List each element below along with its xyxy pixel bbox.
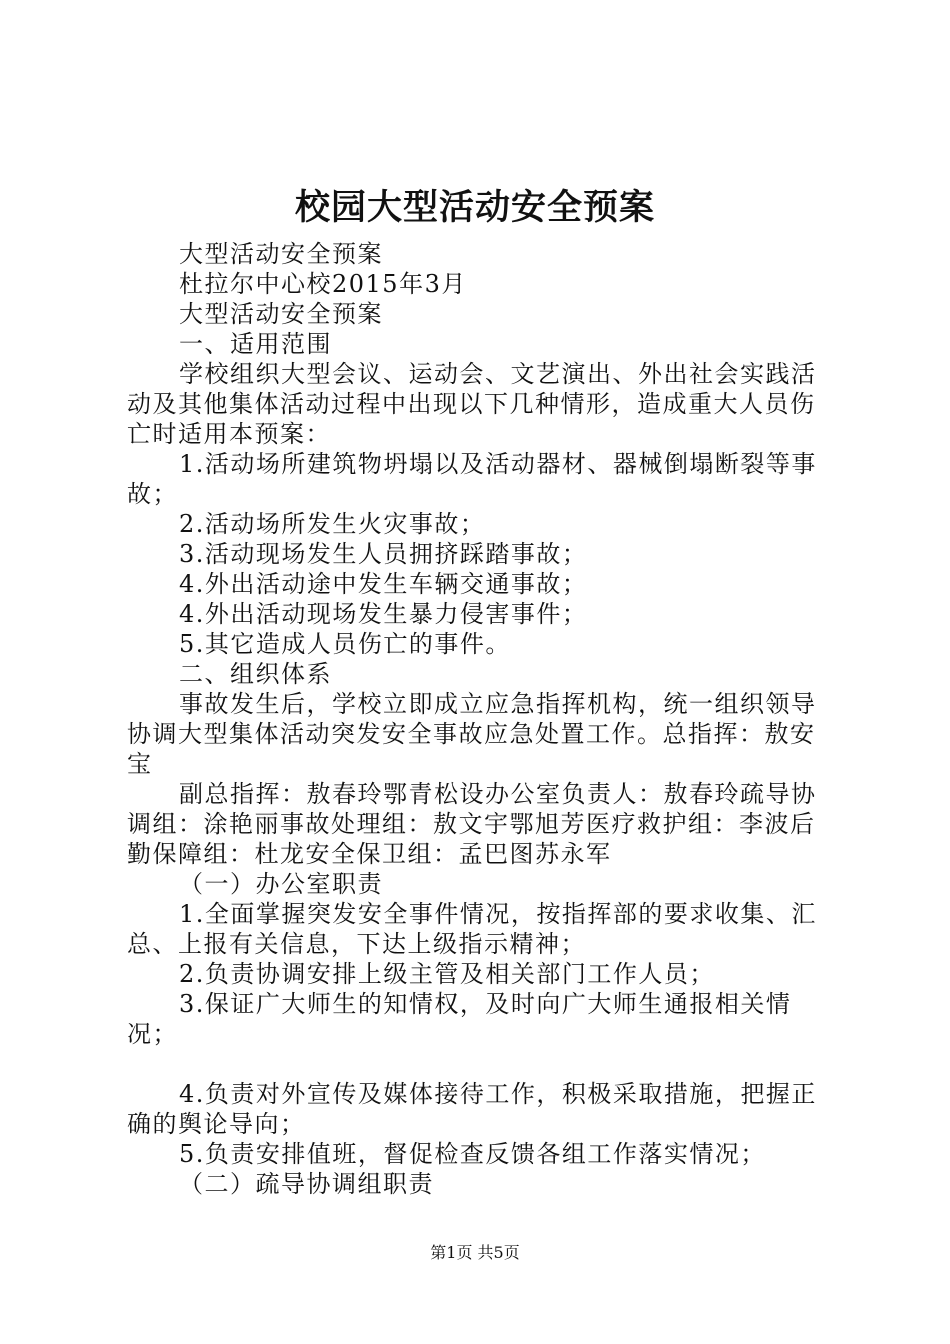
list-item: 5.其它造成人员伤亡的事件。 xyxy=(179,630,511,658)
paragraph: 大型活动安全预案 xyxy=(179,240,383,268)
page-number: 第1页 共5页 xyxy=(430,1243,520,1262)
paragraph: 大型活动安全预案 xyxy=(179,300,383,328)
section-heading: 二、组织体系 xyxy=(179,660,332,688)
list-item: 3.活动现场发生人员拥挤踩踏事故； xyxy=(179,540,588,568)
list-item: 1.活动场所建筑物坍塌以及活动器材、器械倒塌断裂等事故； xyxy=(127,450,817,508)
list-item: 1.全面掌握突发安全事件情况，按指挥部的要求收集、汇总、上报有关信息，下达上级指示精神； xyxy=(127,900,817,958)
section-heading: 一、适用范围 xyxy=(179,330,332,358)
paragraph: 副总指挥：敖春玲鄂青松设办公室负责人：敖春玲疏导协调组：涂艳丽事故处理组：敖文宇鄂旭芳医疗救护组：李波后勤保障组：杜龙安全保卫组：孟巴图苏永军 xyxy=(127,780,817,868)
list-item: 5.负责安排值班，督促检查反馈各组工作落实情况； xyxy=(179,1140,766,1168)
document-title: 校园大型活动安全预案 xyxy=(294,187,655,228)
list-item: 2.负责协调安排上级主管及相关部门工作人员； xyxy=(179,960,715,988)
list-item: 2.活动场所发生火灾事故； xyxy=(179,510,486,538)
subsection-heading: （二）疏导协调组职责 xyxy=(179,1170,434,1198)
list-item: 4.负责对外宣传及媒体接待工作，积极采取措施，把握正确的舆论导向； xyxy=(127,1080,817,1138)
list-item: 4.外出活动途中发生车辆交通事故； xyxy=(179,570,588,598)
list-item: 3.保证广大师生的知情权，及时向广大师生通报相关情况； xyxy=(127,990,792,1048)
paragraph: 学校组织大型会议、运动会、文艺演出、外出社会实践活动及其他集体活动过程中出现以下几种情形，造成重大人员伤亡时适用本预案： xyxy=(127,360,817,448)
document-body xyxy=(127,239,839,1199)
paragraph: 杜拉尔中心校2015年3月 xyxy=(179,270,467,298)
paragraph: 事故发生后，学校立即成立应急指挥机构，统一组织领导协调大型集体活动突发安全事故应急处置工作。总指挥：敖安宝 xyxy=(127,690,817,778)
list-item: 4.外出活动现场发生暴力侵害事件； xyxy=(179,600,588,628)
subsection-heading: （一）办公室职责 xyxy=(179,870,383,898)
